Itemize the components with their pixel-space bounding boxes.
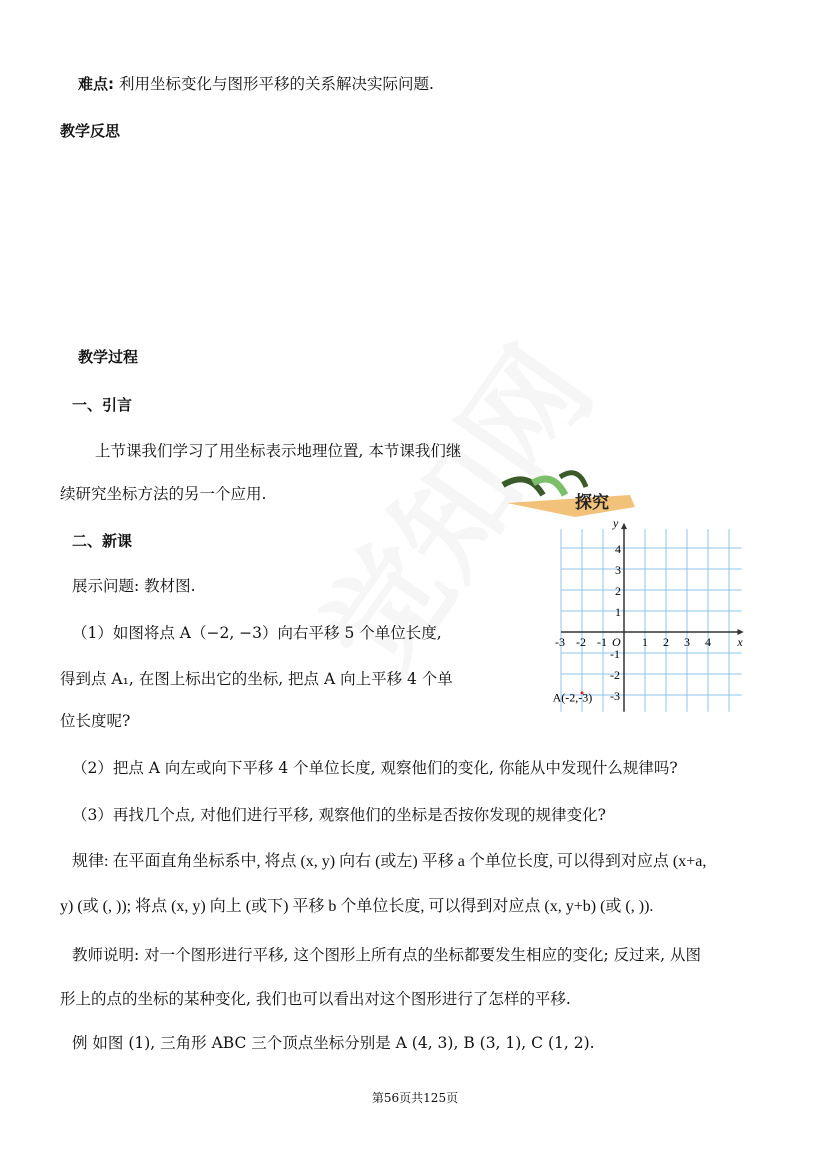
teacher-note: 形上的点的坐标的某种变化, 我们也可以看出对这个图形进行了怎样的平移. (60, 990, 571, 1008)
point-a-label: A(-2,-3) (552, 690, 593, 705)
arrow-icon (560, 473, 586, 487)
y-tick-label: 2 (615, 584, 621, 598)
y-tick-label: -1 (610, 647, 620, 661)
x-tick-label: 3 (684, 635, 690, 649)
heading-reflection: 教学反思 (60, 122, 121, 140)
question-1: 得到点 A₁, 在图上标出它的坐标, 把点 A 向上平移 4 个单 (60, 670, 453, 688)
banner-ribbon (507, 495, 635, 517)
y-tick-label: 4 (615, 542, 621, 556)
rule: y) (或 (, )); 将点 (x, y) 向上 (或下) 平移 b 个单位长度, 可以得到对应点 (x, y+b) (或 (, )). (60, 898, 654, 915)
difficulty-text: 利用坐标变化与图形平移的关系解决实际问题. (118, 75, 434, 93)
x-tick-label: 1 (642, 635, 648, 649)
heading-new-lesson: 二、新课 (72, 532, 133, 550)
y-tick-label: -3 (610, 689, 620, 703)
rule: 规律: 在平面直角坐标系中, 将点 (x, y) 向右 (或左) 平移 a 个单位长度, 可以得到对应点 (x+a, (72, 853, 707, 870)
heading-intro: 一、引言 (72, 396, 133, 414)
x-tick-label: -3 (555, 635, 565, 649)
paragraph: 上节课我们学习了用坐标表示地理位置, 本节课我们继 (95, 442, 462, 460)
banner (503, 473, 635, 517)
question-1: （1）如图将点 A（−2, −3）向右平移 5 个单位长度, (72, 624, 442, 642)
y-tick-label: -2 (610, 668, 620, 682)
x-tick-label: 4 (705, 635, 711, 649)
x-tick-label: 2 (663, 635, 669, 649)
coordinate-figure (495, 465, 755, 725)
banner-text: 探究 (575, 493, 609, 513)
x-tick-label: -2 (576, 635, 586, 649)
y-axis-label: y (613, 516, 619, 530)
y-axis-arrow-icon (621, 523, 627, 529)
x-axis-label: x (737, 635, 743, 649)
question-3: （3）再找几个点, 对他们进行平移, 观察他们的坐标是否按你发现的规律变化? (72, 806, 606, 824)
paragraph: 续研究坐标方法的另一个应用. (60, 485, 267, 503)
question-1: 位长度呢? (60, 712, 131, 730)
y-tick-label: 1 (615, 605, 621, 619)
difficulty-label: 难点: (78, 75, 114, 93)
paragraph: 展示问题: 教材图. (72, 577, 196, 595)
example: 例 如图 (1), 三角形 ABC 三个顶点坐标分别是 A (4, 3), B (3, 1), C (1, 2). (72, 1034, 595, 1052)
teacher-note: 教师说明: 对一个图形进行平移, 这个图形上所有点的坐标都要发生相应的变化; 反过来, 从图 (72, 946, 702, 964)
heading-process: 教学过程 (78, 348, 139, 366)
grid (553, 516, 744, 712)
question-2: （2）把点 A 向左或向下平移 4 个单位长度, 观察他们的变化, 你能从中发现什么规律吗? (72, 759, 678, 777)
page-footer: 第56页共125页 (371, 1091, 459, 1105)
y-tick-label: 3 (615, 563, 621, 577)
x-tick-label: -1 (597, 635, 607, 649)
origin-label: O (612, 635, 621, 649)
difficulty-line (78, 74, 434, 94)
